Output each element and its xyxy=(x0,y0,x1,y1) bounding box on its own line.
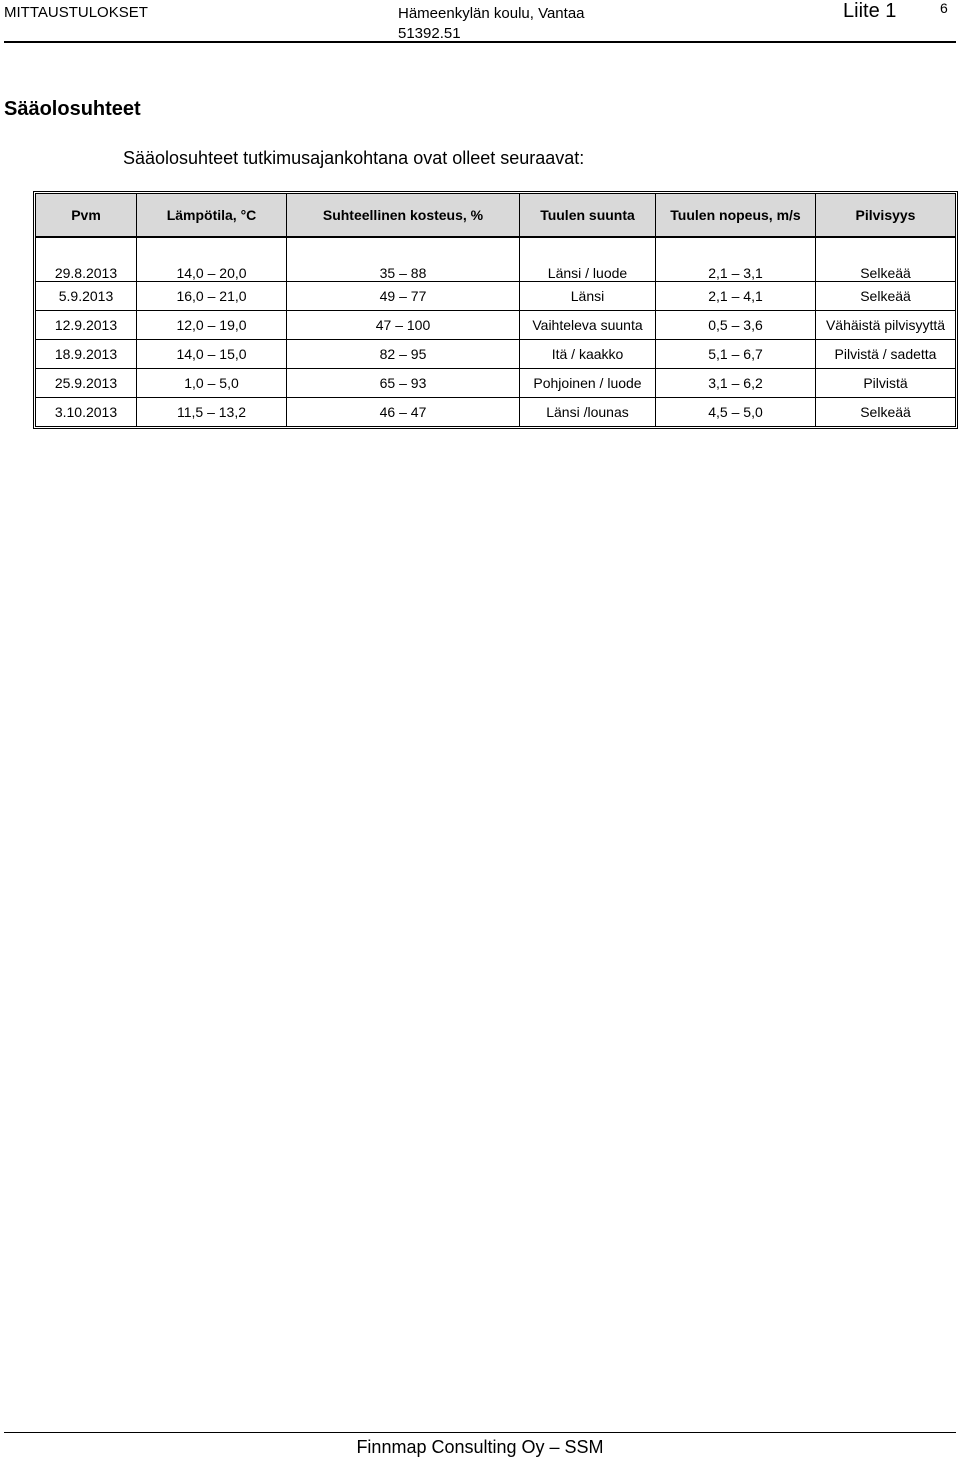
table-cell: Selkeää xyxy=(860,404,911,420)
table-cell: 12,0 – 19,0 xyxy=(137,311,287,340)
table-cell: 16,0 – 21,0 xyxy=(137,282,287,311)
table-cell: Länsi /lounas xyxy=(520,398,656,426)
column-header: Lämpötila, °C xyxy=(137,194,287,238)
table-row xyxy=(36,369,955,398)
intro-text: Sääolosuhteet tutkimusajankohtana ovat olleet seuraavat: xyxy=(123,148,585,168)
header-divider xyxy=(4,41,956,43)
table-cell: 1,0 – 5,0 xyxy=(137,369,287,398)
table-cell: 46 – 47 xyxy=(287,398,520,426)
table-cell: 11,5 – 13,2 xyxy=(137,398,287,426)
table-cell: 5,1 – 6,7 xyxy=(656,340,816,369)
table-cell: Pilvistä xyxy=(816,369,955,398)
header-location: Hämeenkylän koulu, Vantaa xyxy=(398,5,585,22)
table-row xyxy=(36,340,955,369)
table-cell: 47 – 100 xyxy=(287,311,520,340)
table-cell: 3,1 – 6,2 xyxy=(656,369,816,398)
table-cell: Selkeää xyxy=(816,238,955,282)
column-header: Suhteellinen kosteus, % xyxy=(287,194,520,238)
table-cell: Pilvistä / sadetta xyxy=(816,340,955,369)
table-cell: 2,1 – 4,1 xyxy=(656,282,816,311)
table-cell: Vähäistä pilvisyyttä xyxy=(816,311,955,340)
table-cell: 2,1 – 3,1 xyxy=(656,238,816,282)
table-cell: Selkeää xyxy=(816,282,955,311)
header-appendix: Liite 1 xyxy=(843,0,897,22)
section-title: Sääolosuhteet xyxy=(4,98,141,120)
table-row xyxy=(36,238,955,282)
column-header: Tuulen suunta xyxy=(520,194,656,238)
header-page-number: 6 xyxy=(940,0,948,16)
table-cell: 49 – 77 xyxy=(287,282,520,311)
table-cell: 12.9.2013 xyxy=(36,311,137,340)
table-cell: 65 – 93 xyxy=(287,369,520,398)
table-cell: 14,0 – 20,0 xyxy=(137,238,287,282)
weather-table xyxy=(33,191,958,429)
table-cell: 3.10.2013 xyxy=(36,398,137,426)
table-cell: Itä / kaakko xyxy=(520,340,656,369)
header-location-block xyxy=(398,4,585,44)
table-cell: 29.8.2013 xyxy=(36,238,137,282)
table-cell: 0,5 – 3,6 xyxy=(656,311,816,340)
table-cell: 14,0 – 15,0 xyxy=(137,340,287,369)
table-cell: 25.9.2013 xyxy=(36,369,137,398)
table-cell: 18.9.2013 xyxy=(36,340,137,369)
footer-text: Finnmap Consulting Oy – SSM xyxy=(356,1437,604,1457)
table-cell: 35 – 88 xyxy=(287,238,520,282)
table-cell: Länsi / luode xyxy=(520,238,656,282)
table-cell: Vaihteleva suunta xyxy=(520,311,656,340)
table-header-row xyxy=(36,194,955,238)
table-cell: 5.9.2013 xyxy=(36,282,137,311)
column-header: Pilvisyys xyxy=(816,194,955,238)
table-row xyxy=(36,398,955,426)
table-cell: 82 – 95 xyxy=(287,340,520,369)
weather-table-wrapper xyxy=(33,191,958,429)
table-row xyxy=(36,282,955,311)
header-left-title: MITTAUSTULOKSET xyxy=(4,4,148,21)
table-cell: Pohjoinen / luode xyxy=(520,369,656,398)
table-cell: Länsi xyxy=(520,282,656,311)
footer-divider xyxy=(4,1432,956,1433)
table-cell: 4,5 – 5,0 xyxy=(656,398,816,426)
column-header: Pvm xyxy=(36,194,137,238)
column-header: Tuulen nopeus, m/s xyxy=(656,194,816,238)
table-row xyxy=(36,311,955,340)
header-project-code: 51392.51 xyxy=(398,25,461,42)
